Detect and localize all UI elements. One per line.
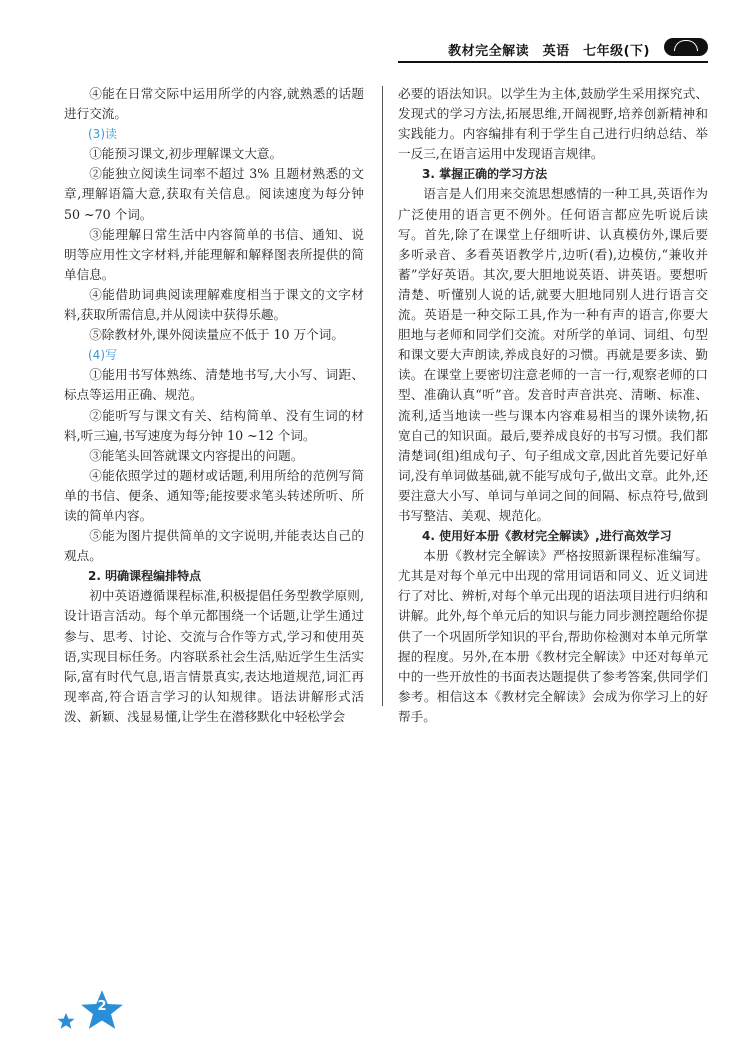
- paragraph: 语言是人们用来交流思想感情的一种工具,英语作为广泛使用的语言更不例外。任何语言都应先听说后读写。首先,除了在课堂上仔细听讲、认真模仿外,课后要多听录音、多看英语教学片,边听(看),边模仿,“兼收并蓄”学好英语。其次,要大胆地说英语、讲英语。要想听清楚、听懂别人说的话,就要大胆地同别人进行语言交流。英语是一种交际工具,作为一种有声的语言,你要大胆地与老师和同学们交流。对所学的单词、词组、句型和课文要大声朗读,养成良好的习惯。再就是要多读、勤读。在课堂上要密切注意老师的一言一行,观察老师的口型、准确认真“听”音。发音时声音洪亮、清晰、标准、流利,适当地读一些与课本内容难易相当的课外读物,拓宽自己的知识面。最后,要养成良好的书写习惯。我们都清楚词(组)组成句子、句子组成文章,因此首先要记好单词,没有单词做基础,就不能写成句子,做出文章。此外,还要注意大小写、单词与单词之间的间隔、标点符号,做到书写整洁、美观、规范化。: [398, 186, 708, 523]
- small-star-icon: [57, 1012, 75, 1030]
- page-number: 2: [97, 999, 107, 1014]
- header-title: 教材完全解读 英语 七年级(下): [448, 44, 650, 59]
- paragraph: 初中英语遵循课程标准,积极提倡任务型教学原则,设计语言活动。每个单元都围绕一个话题,让学生通过参与、思考、讨论、交流与合作等方式,学习和使用英语,实现目标任务。内容联系社会生活,贴近学生生活实际,富有时代气息,语言情景真实,表达地道规范,词汇再现率高,符合语言学习的认知规律。语法讲解形式活泼、新颖、浅显易懂,让学生在潜移默化中轻松学会: [64, 588, 364, 724]
- paragraph: ④能依照学过的题材或话题,利用所给的范例写简单的书信、便条、通知等;能按要求笔头转述所听、所读的简单内容。: [64, 467, 364, 523]
- paragraph: 本册《教材完全解读》严格按照新课程标准编写。尤其是对每个单元中出现的常用词语和同义、近义词进行了对比、辨析,对每个单元出现的语法项目进行归纳和讲解。此外,每个单元后的知识与能力同步测控题给你提供了一个巩固所学知识的平台,帮助你检测对本单元所掌握的程度。另外,在本册《教材完全解读》中还对每单元中的一些开放性的书面表达题提供了参考答案,供同学们参考。相信这本《教材完全解读》会成为你学习上的好帮手。: [398, 548, 708, 724]
- page-header: [398, 38, 708, 60]
- paragraph: ③能理解日常生活中内容简单的书信、通知、说明等应用性文字材料,并能理解和解释图表所提供的简单信息。: [64, 226, 364, 282]
- paragraph: ④能在日常交际中运用所学的内容,就熟悉的话题进行交流。: [64, 86, 364, 122]
- paragraph: ⑤能为图片提供简单的文字说明,并能表达自己的观点。: [64, 528, 364, 564]
- paragraph: ⑤除教材外,课外阅读量应不低于 10 万个词。: [89, 327, 344, 343]
- section-heading: 2. 明确课程编排特点: [88, 569, 202, 584]
- right-column: [398, 84, 708, 727]
- section-heading: (3)读: [88, 127, 117, 142]
- left-column: [64, 84, 364, 727]
- paragraph: ①能预习课文,初步理解课文大意。: [89, 146, 283, 162]
- paragraph: ③能笔头回答就课文内容提出的问题。: [89, 447, 304, 463]
- paragraph: ②能独立阅读生词率不超过 3% 且题材熟悉的文章,理解语篇大意,获取有关信息。阅读速度为每分钟 50 ~70 个词。: [64, 166, 364, 222]
- paragraph: ②能听写与课文有关、结构简单、没有生词的材料,听三遍,书写速度为每分钟 10 ~12 个词。: [64, 407, 364, 443]
- paragraph: ④能借助词典阅读理解难度相当于课文的文字材料,获取所需信息,并从阅读中获得乐趣。: [64, 286, 364, 323]
- section-heading: 3. 掌握正确的学习方法: [422, 167, 548, 182]
- paragraph: 必要的语法知识。以学生为主体,鼓励学生采用探究式、发现式的学习方法,拓展思维,开阔视野,培养创新精神和实践能力。内容编排有利于学生自己进行归纳总结、举一反三,在语言运用中发现语言规律。: [398, 86, 708, 162]
- publisher-logo: [664, 38, 708, 56]
- column-divider: [382, 86, 383, 706]
- paragraph: ①能用书写体熟练、清楚地书写,大小写、词距、标点等运用正确、规范。: [64, 367, 364, 403]
- header-rule: [398, 61, 708, 63]
- section-heading: (4)写: [88, 348, 117, 363]
- section-heading: 4. 使用好本册《教材完全解读》,进行高效学习: [422, 529, 672, 544]
- logo-mark-icon: [674, 40, 698, 51]
